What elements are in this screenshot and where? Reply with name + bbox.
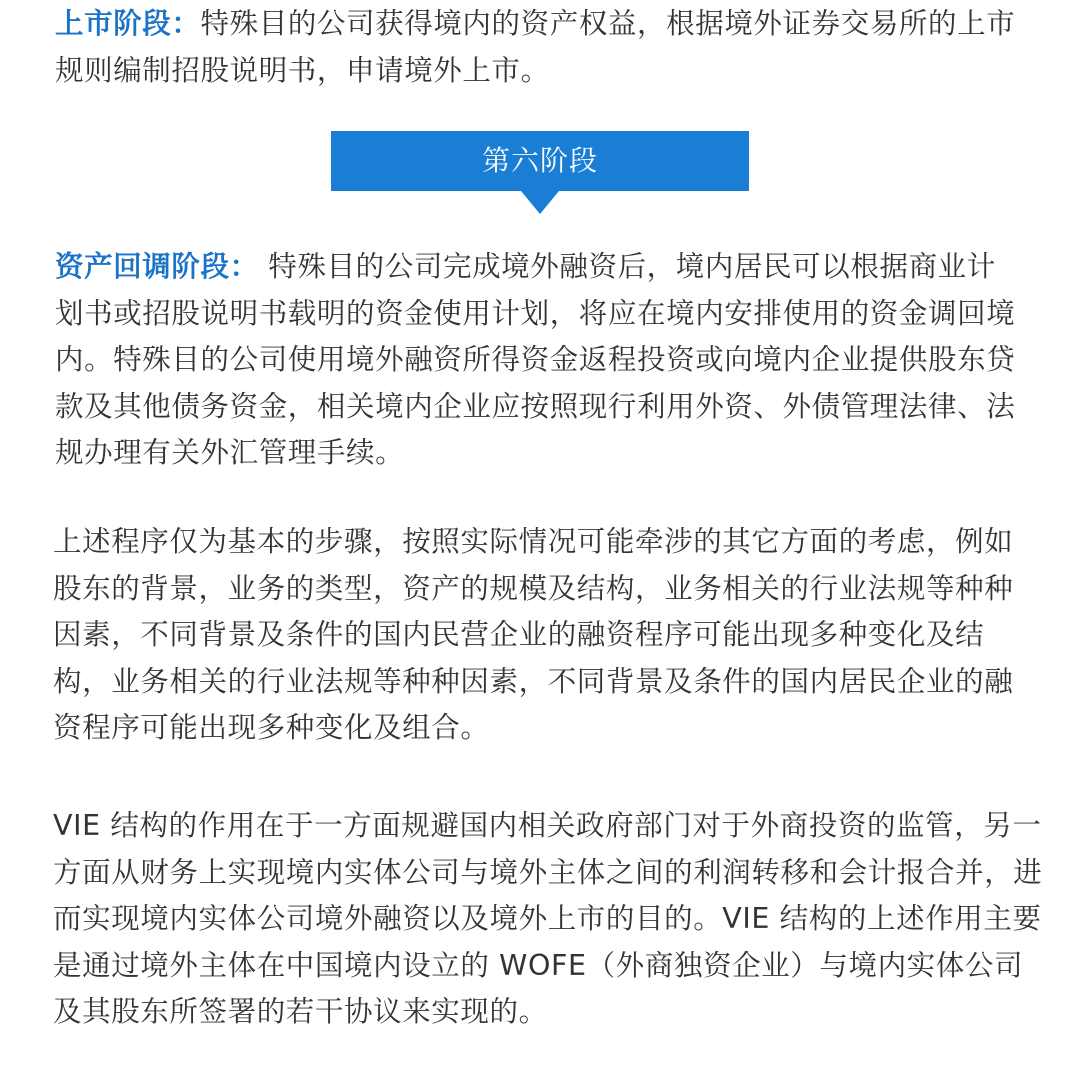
listing-stage-paragraph	[55, 1, 1020, 94]
asset-repatriation-paragraph	[55, 244, 1020, 477]
stage-six-banner: 第六阶段	[331, 131, 749, 191]
listing-stage-label: 上市阶段：	[55, 7, 201, 40]
banner-arrow-down-icon	[521, 191, 559, 214]
asset-repatriation-label: 资产回调阶段：	[55, 250, 259, 283]
asset-repatriation-text: 特殊目的公司完成境外融资后，境内居民可以根据商业计划书或招股说明书载明的资金使用计划，将应在境内安排使用的资金调回境内。特殊目的公司使用境外融资所得资金返程投资或向境内企业提供股东贷款及其他债务资金，相关境内企业应按照现行利用外资、外债管理法律、法规办理有关外汇管理手续。	[55, 250, 1016, 469]
procedure-summary-paragraph: 上述程序仅为基本的步骤，按照实际情况可能牵涉的其它方面的考虑，例如股东的背景，业务的类型，资产的规模及结构，业务相关的行业法规等种种因素，不同背景及条件的国内民营企业的融资程序可能出现多种变化及结构，业务相关的行业法规等种种因素，不同背景及条件的国内居民企业的融资程序可能出现多种变化及组合。	[53, 525, 1014, 744]
vie-structure-paragraph: VIE 结构的作用在于一方面规避国内相关政府部门对于外商投资的监管，另一方面从财务上实现境内实体公司与境外主体之间的利润转移和会计报合并，进而实现境内实体公司境外融资以及境外上市的目的。VIE 结构的上述作用主要是通过境外主体在中国境内设立的 WOFE（外商独资企业）与境内实体公司及其股东所签署的若干协议来实现的。	[53, 809, 1043, 1028]
listing-stage-text: 特殊目的公司获得境内的资产权益，根据境外证券交易所的上市规则编制招股说明书，申请境外上市。	[55, 7, 1016, 87]
